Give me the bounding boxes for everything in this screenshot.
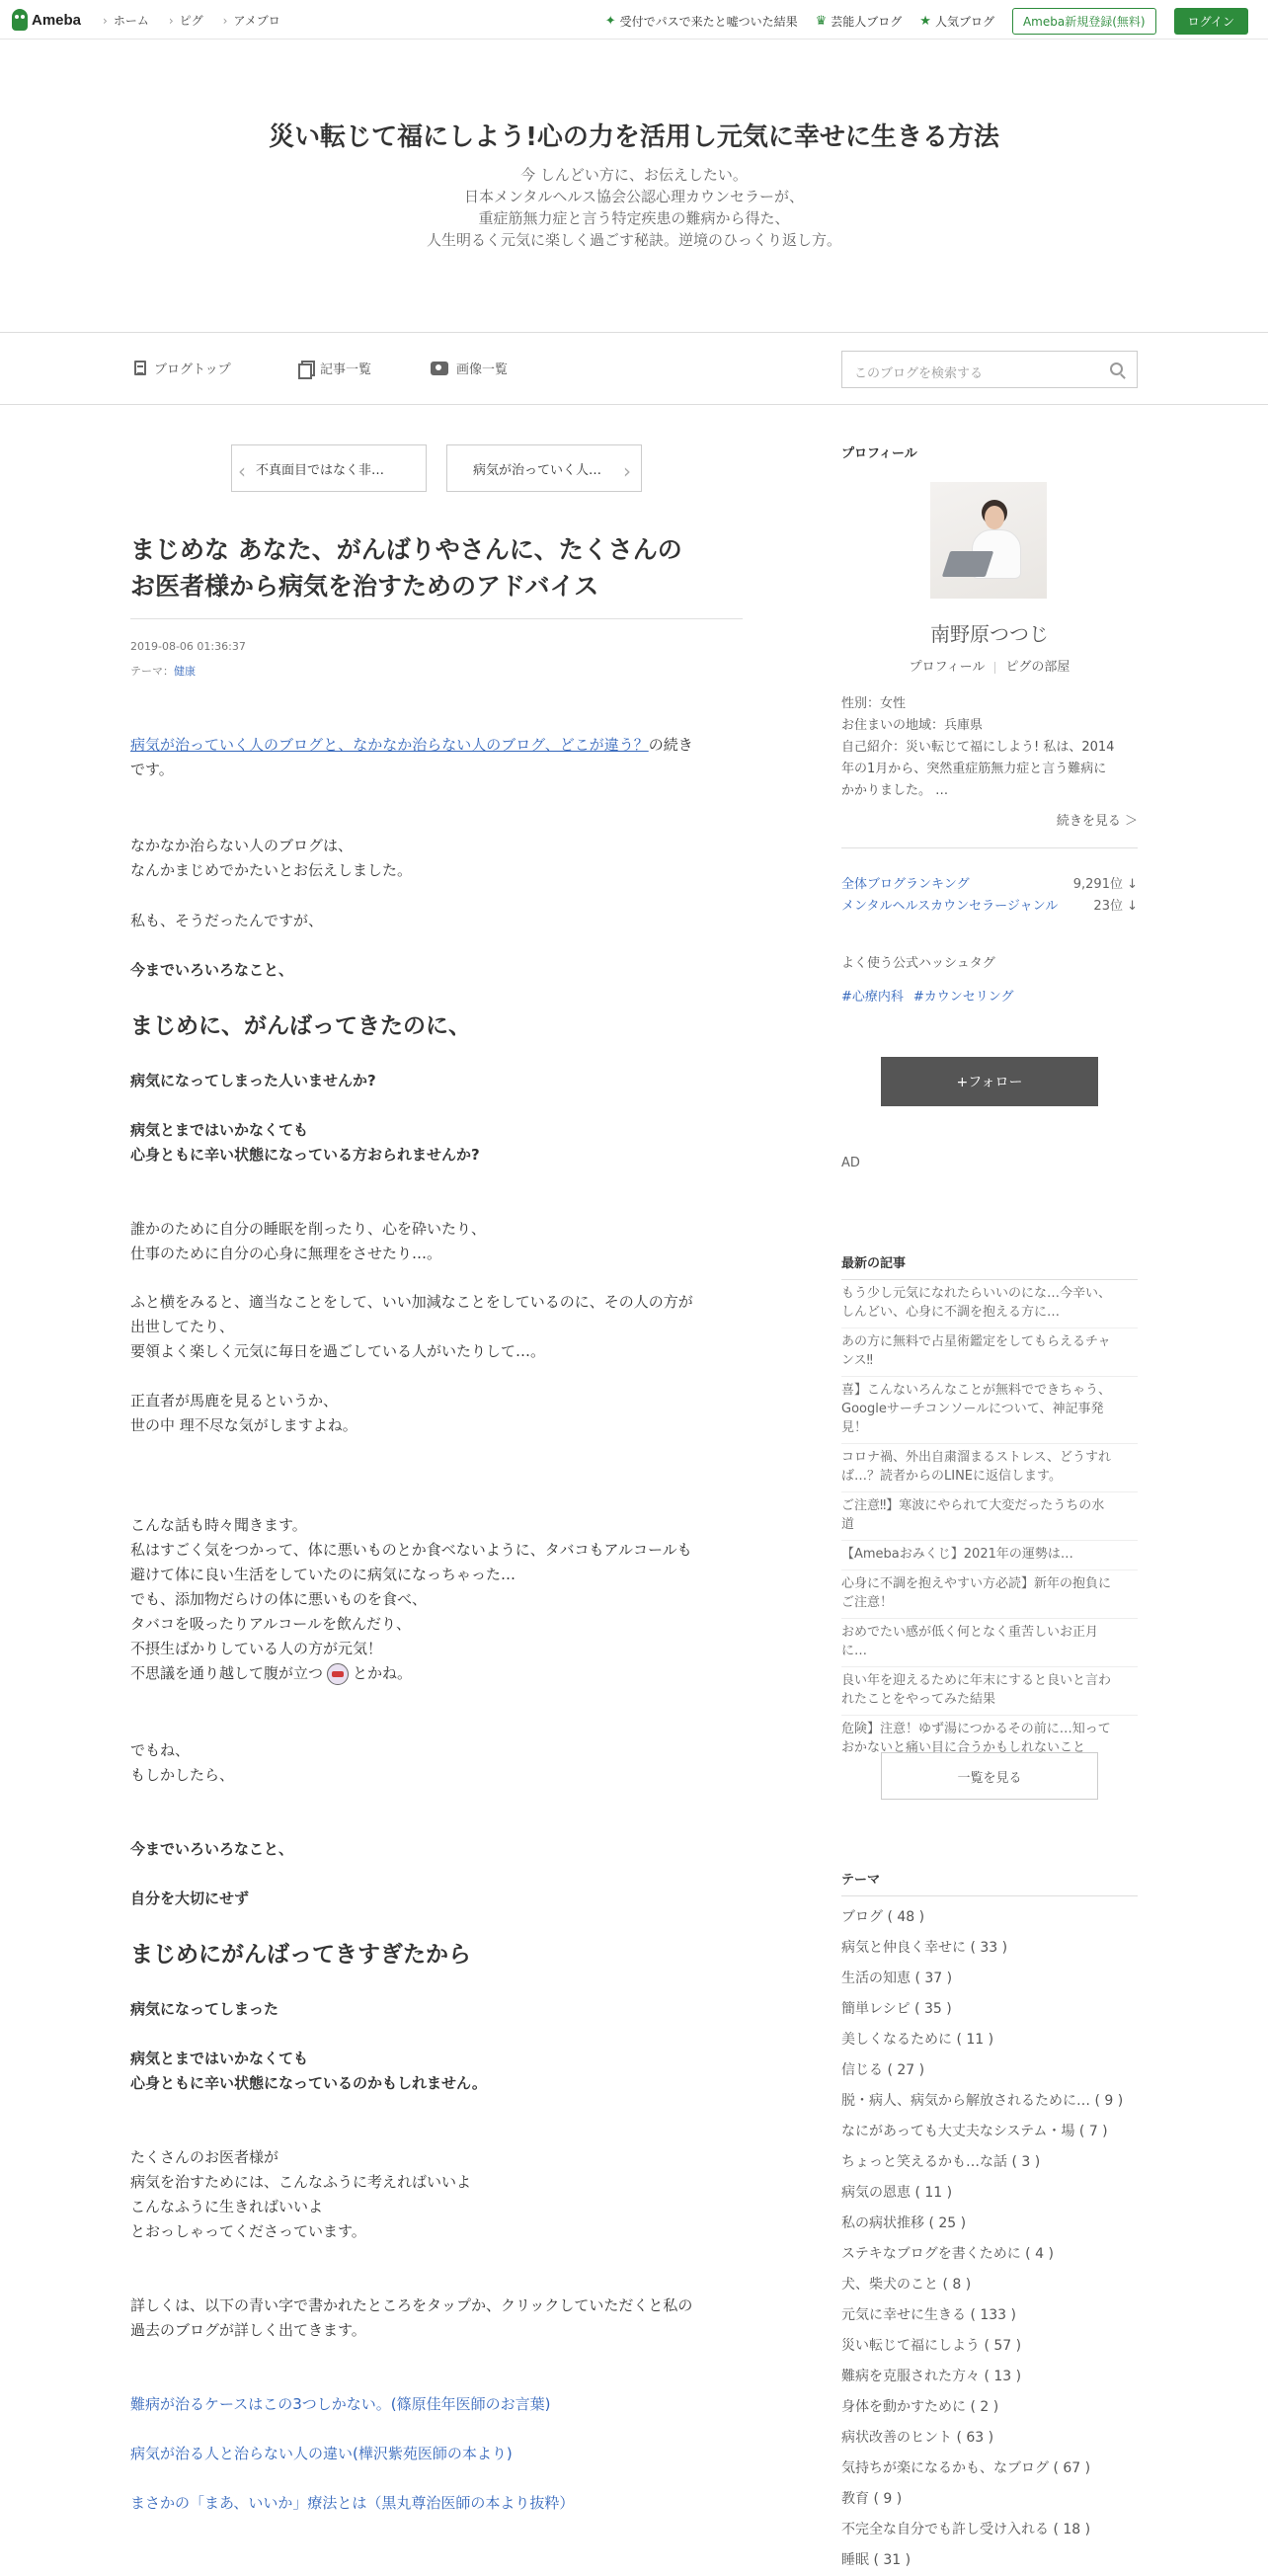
blog-description-line: 今 しんどい方に、お伝えしたい。	[520, 166, 748, 184]
text: 詳しくは、以下の青い字で書かれたところをタップか、クリックしていただくと私の	[130, 2296, 693, 2314]
nav-home-link[interactable]: › ホーム	[103, 12, 149, 29]
text: なかなか治らない人のブログは、	[130, 837, 354, 854]
profile-region: お住まいの地域：兵庫県	[841, 718, 984, 733]
ad-label: AD	[841, 1156, 860, 1170]
text: 不思議を通り越して腹が立つ	[130, 1664, 324, 1682]
blog-description-line: 重症筋無力症と言う特定疾患の難病から得た、	[478, 209, 790, 227]
theme-link[interactable]: 美しくなるために ( 11 )	[841, 2032, 994, 2048]
follow-button[interactable]: +フォロー	[881, 1057, 1098, 1106]
global-nav	[103, 12, 280, 29]
theme-link[interactable]: 睡眠 ( 31 )	[841, 2552, 911, 2568]
article-paragraph	[130, 1217, 743, 1266]
blog-description-line: 日本メンタルヘルス協会公認心理カウンセラーが、	[464, 188, 804, 205]
profile-more-link[interactable]: 続きを見る ＞	[1056, 814, 1138, 829]
theme-heading: テーマ	[841, 1869, 1138, 1896]
profile-link[interactable]: プロフィール	[909, 660, 986, 675]
divider	[994, 662, 995, 674]
article-paragraph: 病気になってしまった	[130, 2000, 279, 2018]
overall-ranking-link[interactable]: 全体ブログランキング	[841, 877, 970, 892]
related-post-link[interactable]: 病気が治る人と治らない人の違い(樺沢紫苑医師の本より)	[130, 2445, 513, 2462]
article-list-link[interactable]	[298, 359, 371, 377]
text: 仕事のために自分の心身に無理をさせたり…。	[130, 1245, 442, 1262]
camera-icon	[431, 362, 448, 375]
related-post-link[interactable]: まさかの「まあ、いいか」療法とは（黒丸尊治医師の本より抜粋）	[130, 2494, 575, 2512]
text: の続き	[648, 736, 693, 754]
article-paragraph	[130, 2491, 743, 2516]
divider	[841, 847, 1138, 848]
profile-links	[841, 656, 1138, 675]
article-paragraph	[130, 1290, 743, 1364]
article-title-line: お医者様から病気を治すためのアドバイス	[130, 572, 599, 601]
prev-article-button[interactable]	[231, 444, 427, 492]
article-heading: まじめにがんばってきすぎたから	[130, 1942, 471, 1968]
article-date: 2019-08-06 01:36:37	[130, 640, 246, 653]
divider	[130, 618, 743, 619]
blog-description-line: 人生明るく元気に楽しく過ごす秘訣。逆境のひっくり返し方。	[426, 231, 841, 249]
text: 出世してたり、	[130, 1318, 235, 1335]
blog-nav	[0, 332, 1268, 405]
angry-face-icon	[327, 1663, 349, 1685]
text: もしかしたら、	[130, 1766, 235, 1784]
text: 正直者が馬鹿を見るというか、	[130, 1392, 339, 1409]
text: です。	[130, 761, 174, 778]
document-icon	[134, 361, 146, 375]
text: 要領よく楽しく元気に毎日を過ごしている人がいたりして…。	[130, 1342, 546, 1360]
recent-article-link[interactable]: コロナ禍、外出自粛溜まるストレス、どうすれ ば…？読者からのLINEに返信します。	[841, 1444, 1138, 1492]
text: 心身ともに辛い状態になっているのかもしれません。	[130, 2074, 487, 2092]
register-button[interactable]: Ameba新規登録(無料)	[1012, 8, 1156, 35]
theme-link[interactable]: 災い転じて福にしよう ( 57 )	[841, 2338, 1022, 2354]
ranking-row	[841, 873, 1138, 892]
header-links	[605, 8, 1248, 35]
article-theme	[130, 663, 196, 679]
profile-name[interactable]: 南野原つつじ	[930, 622, 1049, 646]
recent-article-link[interactable]: 【Amebaおみくじ】2021年の運勢は…	[841, 1541, 1138, 1570]
profile-info	[841, 693, 1138, 802]
article-paragraph: 今までいろいろなこと、	[130, 961, 294, 979]
text: 不摂生ばかりしている人の方が元気！	[130, 1640, 383, 1657]
theme-link[interactable]: 生活の知恵 ( 37 )	[841, 1971, 953, 1986]
text: たくさんのお医者様が	[130, 2148, 279, 2166]
theme-link[interactable]: 簡単レシピ ( 35 )	[841, 2001, 952, 2017]
trending-article-label: 受付でパスで来たと嘘ついた結果	[619, 15, 798, 29]
theme-link[interactable]: 教育 ( 9 )	[841, 2491, 903, 2507]
theme-link[interactable]: 不完全な自分でも許し受け入れる ( 18 )	[841, 2522, 1091, 2537]
recent-article-link[interactable]: もう少し元気になれたらいいのにな…今辛い、 しんどい、心身に不調を抱える方に…	[841, 1280, 1138, 1328]
image-list-label: 画像一覧	[456, 362, 509, 377]
ameba-logo-text: Ameba	[32, 11, 82, 29]
genre-ranking-value: 23位 ↓	[1093, 899, 1138, 914]
popular-blog-label: 人気ブログ	[934, 15, 994, 29]
theme-link[interactable]: ちょっと笑えるかも…な話 ( 3 )	[841, 2154, 1041, 2170]
text: とおっしゃってくださっています。	[130, 2222, 366, 2240]
hashtag-heading: よく使う公式ハッシュタグ	[841, 956, 995, 971]
celebrity-blog-link[interactable]	[816, 13, 903, 30]
recent-article-link[interactable]: あの方に無料で占星術鑑定をしてもらえるチャ ンス‼	[841, 1328, 1138, 1377]
popular-blog-link[interactable]	[919, 13, 994, 30]
article-heading: まじめに、がんばってきたのに、	[130, 1013, 471, 1039]
pages-icon	[298, 361, 312, 375]
ameba-logo-icon	[12, 9, 28, 31]
text: 病気を治すためには、こんなふうに考えればいいよ	[130, 2173, 472, 2191]
article-paragraph: 私も、そうだったんですが、	[130, 912, 324, 929]
recent-article-link[interactable]: おめでたい感が低く何となく重苦しいお正月 に…	[841, 1619, 1138, 1667]
next-article-button[interactable]	[446, 444, 642, 492]
prev-article-label: 不真面目ではなく非…	[256, 462, 385, 478]
theme-link[interactable]: なにがあっても大丈夫なシステム・場 ( 7 )	[841, 2124, 1108, 2139]
theme-link[interactable]: 難病を克服された方々 ( 13 )	[841, 2369, 1022, 2384]
text: 世の中 理不尽な気がしますよね。	[130, 1416, 357, 1434]
blog-top-link[interactable]	[134, 359, 231, 377]
text: こんな話も時々聞きます。	[130, 1516, 307, 1534]
article-paragraph: 病気になってしまった人いませんか?	[130, 1072, 376, 1089]
article-paragraph	[130, 2392, 743, 2417]
theme-link[interactable]: 健康	[174, 665, 196, 678]
text: 誰かのために自分の睡眠を削ったり、心を砕いたり、	[130, 1220, 487, 1238]
theme-link[interactable]: 信じる ( 27 )	[841, 2062, 925, 2078]
nav-pigg-link[interactable]: › ピグ	[169, 12, 203, 29]
theme-link[interactable]: 気持ちが楽になるかも、なブログ ( 67 )	[841, 2460, 1091, 2476]
hashtag-link[interactable]: #心療内科	[841, 990, 904, 1005]
trending-article-link[interactable]	[605, 13, 798, 30]
article-title-line: まじめな あなた、がんばりやさんに、たくさんの	[130, 535, 682, 564]
sparkle-icon: ✦	[604, 14, 616, 29]
blog-description	[0, 164, 1268, 251]
chevron-left-icon: ‹	[238, 459, 246, 483]
theme-link[interactable]: 元気に幸せに生きる ( 133 )	[841, 2307, 1016, 2323]
genre-ranking-link[interactable]: メンタルヘルスカウンセラージャンル	[841, 899, 1059, 914]
profile-bio: かかりました。 …	[841, 783, 949, 798]
article-paragraph: 自分を大切にせず	[130, 1890, 250, 1907]
profile-heading: プロフィール	[841, 446, 917, 461]
avatar[interactable]	[930, 482, 1047, 599]
text: とかね。	[353, 1664, 413, 1682]
article-title[interactable]	[130, 531, 743, 604]
recent-article-link[interactable]: 心身に不調を抱えやすい方必読】新年の抱負に ご注意！	[841, 1570, 1138, 1619]
theme-label: テーマ：	[130, 665, 174, 678]
theme-link[interactable]: 病状改善のヒント ( 63 )	[841, 2430, 994, 2446]
article-paragraph	[130, 2294, 743, 2343]
article-paragraph	[130, 2442, 743, 2466]
theme-link[interactable]: ステキなブログを書くために ( 4 )	[841, 2246, 1054, 2262]
article-paragraph	[130, 1389, 743, 1438]
text: 病気とまではいかなくても	[130, 1121, 309, 1139]
pigg-room-link[interactable]: ピグの部屋	[1005, 660, 1070, 675]
article-paragraph	[130, 1118, 743, 1167]
text: 病気とまではいかなくても	[130, 2050, 309, 2067]
article-paragraph	[130, 2145, 743, 2244]
related-post-link[interactable]: 難病が治るケースはこの3つしかない。(篠原佳年医師のお言葉)	[130, 2395, 551, 2413]
next-article-label: 病気が治っていく人…	[473, 462, 602, 478]
text: 避けて体に良い生活をしていたのに病気になっちゃった…	[130, 1566, 516, 1583]
global-header	[0, 0, 1268, 40]
blog-top-label: ブログトップ	[154, 362, 231, 377]
star-icon: ★	[919, 14, 931, 29]
theme-link[interactable]: 犬、柴犬のこと ( 8 )	[841, 2277, 972, 2293]
text: 私はすごく気をつかって、体に悪いものとか食べないように、タバコもアルコールも	[130, 1541, 692, 1559]
profile-bio: 自己紹介：災い転じて福にしよう! 私は、2014	[841, 740, 1115, 755]
image-list-link[interactable]	[431, 359, 508, 377]
recent-article-link[interactable]: 喜】こんないろんなことが無料でできちゃう、 Googleサーチコンソールについて、神記事発 見！	[841, 1377, 1138, 1444]
nav-ameblo-link[interactable]: › アメブロ	[223, 12, 280, 29]
text: でも、添加物だらけの体に悪いものを食べ、	[130, 1590, 428, 1608]
search-placeholder: このブログを検索する	[854, 366, 984, 381]
article-paragraph	[130, 1513, 743, 1686]
text: 過去のブログが詳しく出てきます。	[130, 2321, 366, 2339]
article-paragraph	[130, 834, 743, 883]
text: ふと横をみると、適当なことをして、いい加減なことをしているのに、その人の方が	[130, 1293, 693, 1311]
celebrity-blog-label: 芸能人ブログ	[831, 15, 903, 29]
hashtag-list	[841, 986, 1014, 1005]
previous-post-link[interactable]: 病気が治っていく人のブログと、なかなか治らない人のブログ、どこが違う？	[130, 736, 649, 754]
theme-link[interactable]: 身体を動かすために ( 2 )	[841, 2399, 999, 2415]
recent-article-link[interactable]: 危険】注意！ゆず湯につかるその前に…知って おかないと痛い目に合うかもしれないこと	[841, 1722, 1111, 1755]
text: なんかまじめでかたいとお伝えしました。	[130, 861, 413, 879]
hashtag-link[interactable]: #カウンセリング	[912, 990, 1014, 1005]
theme-link[interactable]: 病気の恩恵 ( 11 )	[841, 2185, 953, 2201]
crown-icon: ♛	[815, 14, 828, 29]
blog-title[interactable]: 災い転じて福にしよう!心の力を活用し元気に幸せに生きる方法	[269, 122, 999, 152]
theme-list	[841, 1869, 1138, 2576]
profile-gender: 性別：女性	[841, 696, 907, 711]
theme-link[interactable]: 私の病状推移 ( 25 )	[841, 2215, 967, 2231]
recent-heading: 最新の記事	[841, 1252, 1138, 1280]
theme-link[interactable]: ブログ ( 48 )	[841, 1909, 925, 1925]
ranking-row	[841, 895, 1138, 914]
chevron-right-icon: ›	[623, 459, 631, 483]
theme-link[interactable]: 病気と仲良く幸せに ( 33 )	[841, 1940, 1008, 1956]
search-icon[interactable]	[1110, 362, 1123, 375]
overall-ranking-value: 9,291位 ↓	[1072, 877, 1138, 892]
article-paragraph	[130, 2047, 743, 2096]
article-list-label: 記事一覧	[320, 362, 372, 377]
blog-search-input[interactable]	[841, 351, 1138, 388]
profile-bio: 年の1月から、突然重症筋無力症と言う難病に	[841, 762, 1107, 776]
text: こんなふうに生きればいいよ	[130, 2198, 324, 2215]
article-paragraph: 今までいろいろなこと、	[130, 1840, 294, 1858]
text: タバコを吸ったりアルコールを飲んだり、	[130, 1615, 411, 1633]
login-button[interactable]: ログイン	[1174, 8, 1248, 35]
text: 心身ともに辛い状態になっている方おられませんか?	[130, 1146, 480, 1164]
article-paragraph	[130, 733, 743, 782]
recent-article-link[interactable]: 良い年を迎えるために年末にすると良いと言わ れたことをやってみた結果	[841, 1667, 1138, 1716]
recent-articles	[841, 1252, 1138, 1763]
view-all-articles-button[interactable]: 一覧を見る	[881, 1752, 1098, 1800]
text: でもね、	[130, 1741, 191, 1759]
theme-link[interactable]: 脱・病人、病気から解放されるために… ( 9 )	[841, 2093, 1124, 2109]
ameba-logo[interactable]	[12, 8, 81, 32]
recent-article-link[interactable]: ご注意‼】寒波にやられて大変だったうちの水 道	[841, 1492, 1138, 1541]
article-paragraph	[130, 1738, 743, 1788]
